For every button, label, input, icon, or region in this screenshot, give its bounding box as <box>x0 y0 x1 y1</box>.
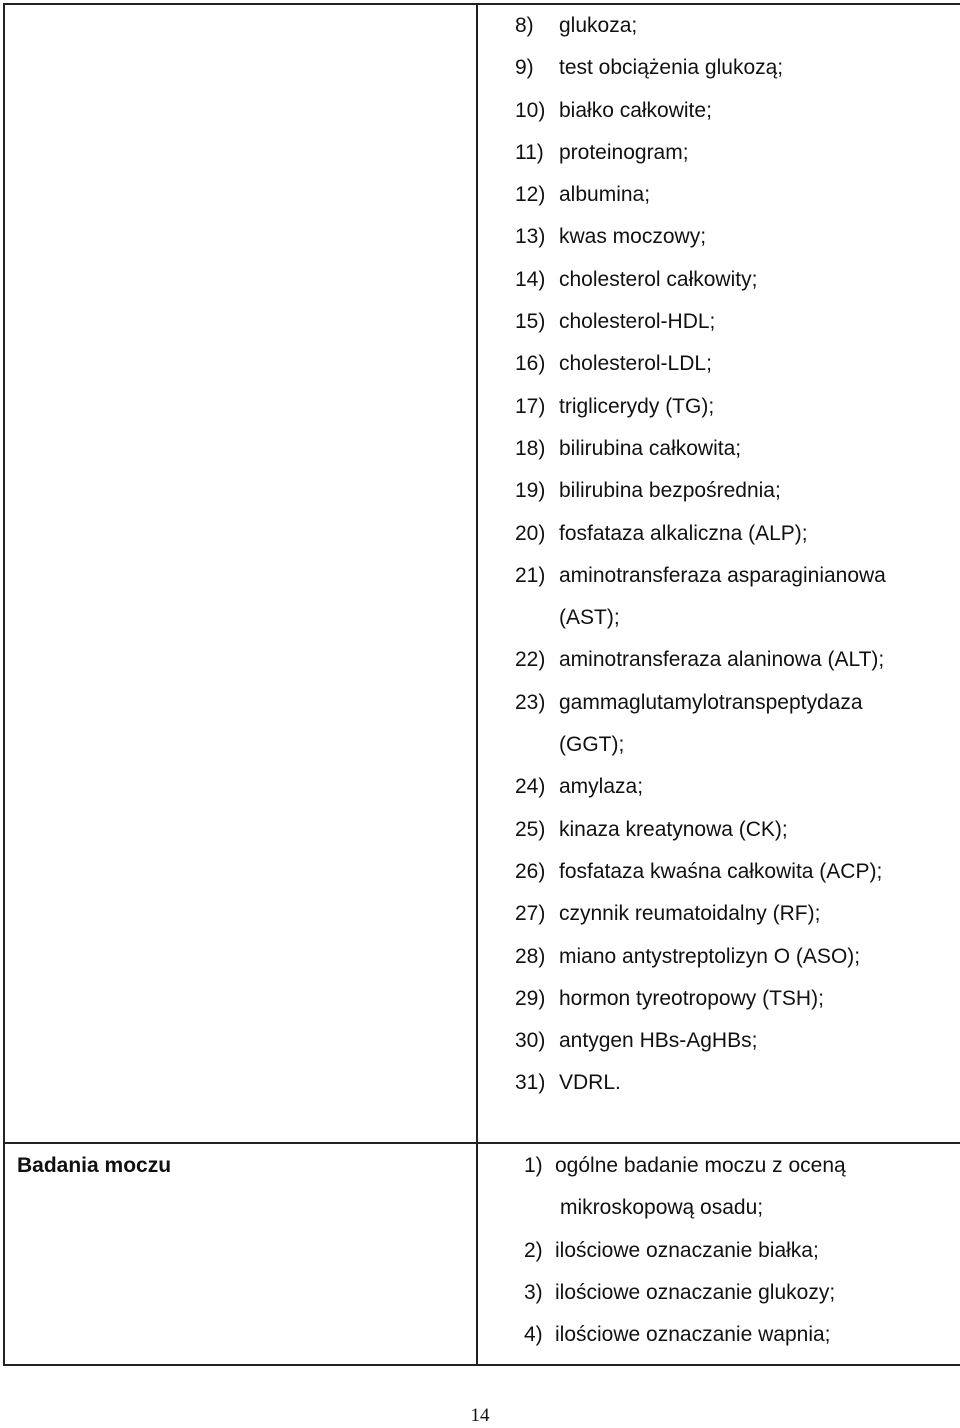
item-number: 13) <box>515 225 546 249</box>
item-text: (GGT); <box>559 733 625 757</box>
list-item <box>478 301 960 343</box>
list-item <box>478 5 960 47</box>
list-item <box>478 1145 960 1187</box>
list-item <box>478 851 960 893</box>
item-text: bilirubina całkowita; <box>559 436 742 460</box>
item-number: 9) <box>515 56 534 80</box>
item-text: ilościowe oznaczanie białka; <box>555 1238 819 1262</box>
item-number: 27) <box>515 902 546 926</box>
list-item <box>478 428 960 470</box>
item-text: gammaglutamylotranspeptydaza <box>559 690 863 714</box>
list-item <box>478 90 960 132</box>
item-number: 20) <box>515 521 546 545</box>
list-item <box>478 766 960 808</box>
item-text: cholesterol całkowity; <box>559 267 758 291</box>
item-number: 23) <box>515 690 546 714</box>
item-text: proteinogram; <box>559 140 689 164</box>
item-number: 8) <box>515 14 534 37</box>
tests-table <box>3 3 960 1366</box>
page-number: 14 <box>470 1405 490 1426</box>
list-item <box>478 893 960 935</box>
list-item-continuation <box>478 724 960 766</box>
list-item <box>478 809 960 851</box>
item-number: 16) <box>515 352 546 376</box>
list-item <box>478 936 960 978</box>
item-text: antygen HBs-AgHBs; <box>559 1029 758 1053</box>
list-item <box>478 343 960 385</box>
item-number: 14) <box>515 267 546 291</box>
section-label <box>5 5 476 6</box>
item-text: albumina; <box>559 183 651 207</box>
section-label-cell <box>4 1143 477 1365</box>
list-item <box>478 1314 960 1356</box>
list-item <box>478 978 960 1020</box>
item-text: aminotransferaza asparaginianowa <box>559 563 886 587</box>
item-text: ogólne badanie moczu z oceną <box>555 1154 846 1177</box>
item-number: 12) <box>515 183 546 207</box>
tests-list-cell <box>477 4 960 1143</box>
section-label: Badania moczu <box>17 1154 172 1177</box>
table-row-continued <box>4 4 960 1143</box>
table-row-urine <box>4 1143 960 1365</box>
item-text: VDRL. <box>559 1071 621 1095</box>
list-item <box>478 386 960 428</box>
item-text: glukoza; <box>559 14 638 37</box>
list-item <box>478 1272 960 1314</box>
item-number: 24) <box>515 775 546 799</box>
item-text: kwas moczowy; <box>559 225 707 249</box>
list-item <box>478 1062 960 1104</box>
item-text: miano antystreptolizyn O (ASO); <box>559 944 861 968</box>
item-number: 28) <box>515 944 546 968</box>
item-number: 18) <box>515 436 546 460</box>
item-text: (AST); <box>559 606 620 630</box>
item-text: fosfataza alkaliczna (ALP); <box>559 521 808 545</box>
item-text: mikroskopową osadu; <box>560 1196 764 1220</box>
item-text: triglicerydy (TG); <box>559 394 715 418</box>
item-number: 1) <box>524 1154 543 1177</box>
list-item <box>478 259 960 301</box>
item-text: ilościowe oznaczanie glukozy; <box>555 1280 836 1304</box>
item-text: bilirubina bezpośrednia; <box>559 479 781 503</box>
item-number: 21) <box>515 563 546 587</box>
list-item <box>478 47 960 89</box>
item-number: 29) <box>515 986 546 1010</box>
item-text: cholesterol-HDL; <box>559 310 716 334</box>
list-item-continuation <box>478 1187 960 1229</box>
section-label-cell <box>4 4 477 1143</box>
item-text: ilościowe oznaczanie wapnia; <box>555 1323 831 1347</box>
item-number: 25) <box>515 817 546 841</box>
list-item <box>478 1020 960 1062</box>
item-text: białko całkowite; <box>559 98 712 122</box>
item-number: 2) <box>524 1238 543 1262</box>
item-number: 11) <box>515 140 544 164</box>
item-text: test obciążenia glukozą; <box>559 56 784 80</box>
urine-tests-list <box>478 1144 960 1356</box>
item-text: czynnik reumatoidalny (RF); <box>559 902 821 926</box>
item-number: 10) <box>515 98 546 122</box>
list-item <box>478 470 960 512</box>
list-item <box>478 513 960 555</box>
list-item <box>478 639 960 681</box>
item-text: amylaza; <box>559 775 644 799</box>
item-number: 19) <box>515 479 546 503</box>
tests-list-cell <box>477 1143 960 1365</box>
item-number: 30) <box>515 1029 546 1053</box>
item-number: 15) <box>515 310 546 334</box>
list-item <box>478 682 960 724</box>
list-item-continuation <box>478 597 960 639</box>
list-item <box>478 216 960 258</box>
item-number: 31) <box>515 1071 546 1095</box>
list-item <box>478 174 960 216</box>
list-item <box>478 555 960 597</box>
item-number: 17) <box>515 394 546 418</box>
item-text: hormon tyreotropowy (TSH); <box>559 986 824 1010</box>
item-number: 4) <box>524 1323 543 1347</box>
item-number: 3) <box>524 1280 543 1304</box>
list-item <box>478 132 960 174</box>
item-text: aminotransferaza alaninowa (ALT); <box>559 648 885 672</box>
item-text: cholesterol-LDL; <box>559 352 712 376</box>
item-number: 22) <box>515 648 546 672</box>
blood-tests-list <box>478 5 960 1105</box>
list-item <box>478 1230 960 1272</box>
item-number: 26) <box>515 859 546 883</box>
item-text: kinaza kreatynowa (CK); <box>559 817 788 841</box>
item-text: fosfataza kwaśna całkowita (ACP); <box>559 859 883 883</box>
